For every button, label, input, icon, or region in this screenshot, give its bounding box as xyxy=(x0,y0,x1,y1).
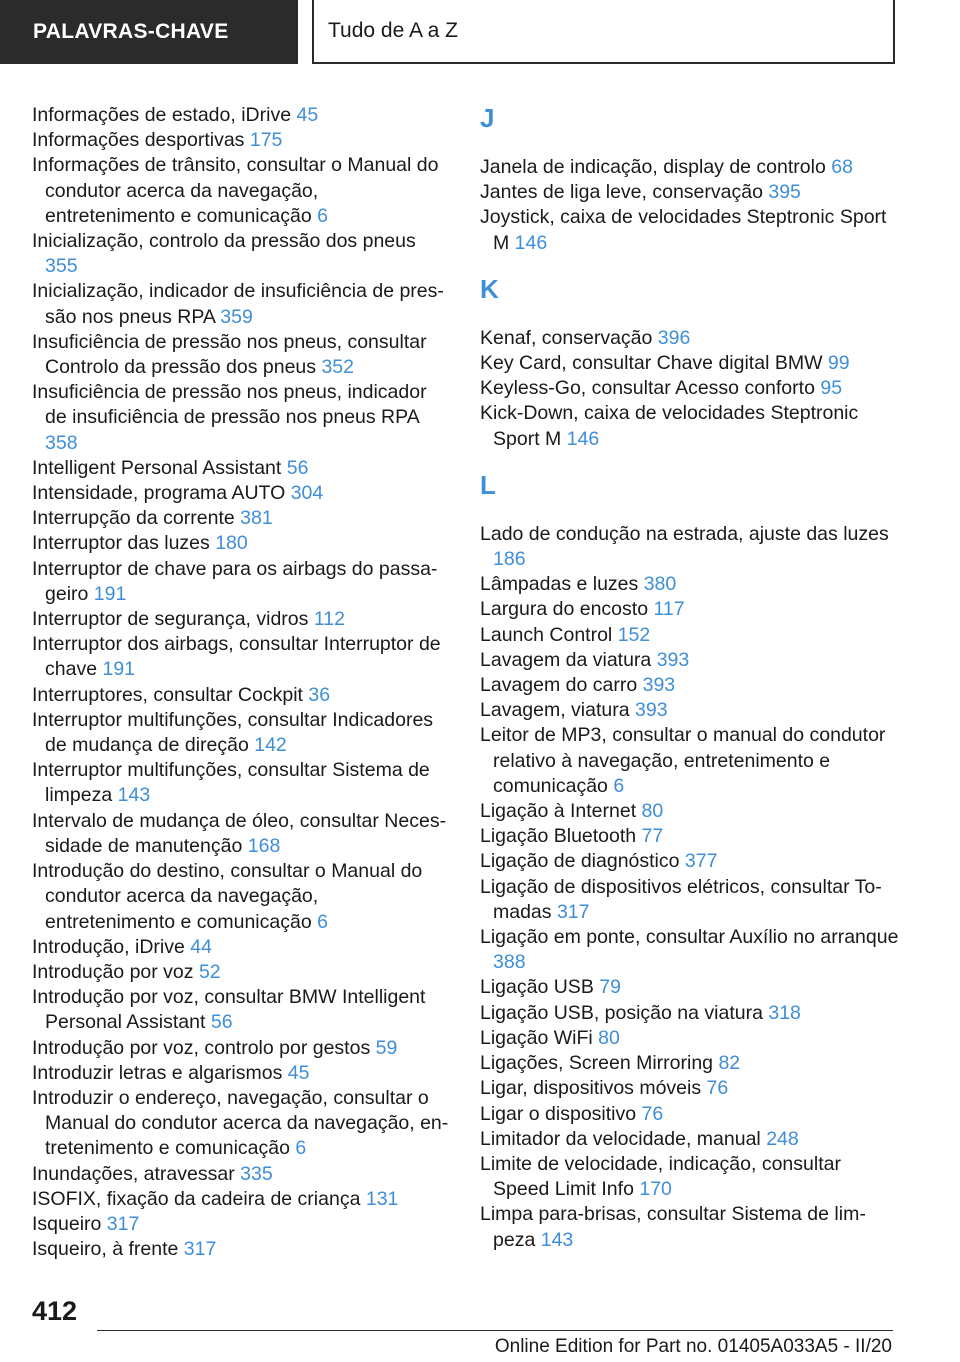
page-reference-link[interactable]: 355 xyxy=(45,255,78,278)
entry-text: Informações de trânsito, consultar o Manual do condutor acerca da navegação, entretenimento e comunicação xyxy=(32,154,439,227)
index-entry xyxy=(32,380,452,456)
index-entry xyxy=(480,326,900,351)
entry-text: Insuficiência de pressão nos pneus, indicador de insuficiência de pressão nos pneus RPA xyxy=(32,381,427,429)
page-reference-link[interactable]: 317 xyxy=(556,900,590,923)
entry-text: Isqueiro, à frente xyxy=(32,1238,179,1261)
entry-text: Informações de estado, iDrive xyxy=(32,104,292,126)
entry-text: Introduzir o endereço, navegação, consultar o Manual do condutor acerca da navegação, entretenimento e comunicação xyxy=(32,1086,449,1160)
page-reference-link[interactable]: 317 xyxy=(183,1238,217,1261)
page-reference-link[interactable]: 143 xyxy=(540,1228,574,1251)
page-reference-link[interactable]: 79 xyxy=(599,976,621,999)
page-number: 412 xyxy=(32,1296,78,1326)
page-reference-link[interactable]: 146 xyxy=(514,231,548,254)
index-entry xyxy=(480,522,900,572)
page-reference-link[interactable]: 68 xyxy=(831,156,853,178)
page-reference-link[interactable]: 393 xyxy=(656,648,690,671)
entry-text: Ligação à Internet xyxy=(480,800,637,823)
index-entry xyxy=(32,153,452,229)
page-reference-link[interactable]: 146 xyxy=(566,427,600,450)
page-reference-link[interactable]: 395 xyxy=(768,181,801,204)
page-reference-link[interactable]: 36 xyxy=(308,683,331,706)
page-reference-link[interactable]: 396 xyxy=(657,326,691,349)
page-reference-link[interactable]: 359 xyxy=(220,305,253,328)
entry-text: Introdução por voz, consultar BMW Intelligent Personal Assistant xyxy=(32,986,426,1034)
entry-text: Intensidade, programa AUTO xyxy=(32,482,286,505)
page-reference-link[interactable]: 304 xyxy=(290,482,324,505)
entry-text: Ligação WiFi xyxy=(480,1026,593,1049)
page-reference-link[interactable]: 76 xyxy=(641,1102,664,1125)
entry-text: Informações desportivas xyxy=(32,129,245,152)
entry-text: Janela de indicação, display de controlo xyxy=(480,156,826,178)
entry-text: Interruptor das luzes xyxy=(32,532,210,555)
entry-text: Interruptor multifunções, consultar Sistema de limpeza xyxy=(32,759,430,807)
index-entry xyxy=(32,128,452,153)
page-reference-link[interactable]: 377 xyxy=(684,850,718,873)
index-entry xyxy=(480,849,900,874)
index-entry xyxy=(32,1212,452,1237)
index-entry xyxy=(32,985,452,1035)
index-entry xyxy=(32,330,452,380)
index-entry xyxy=(480,1001,900,1026)
entry-text: ISOFIX, fixação da cadeira de criança xyxy=(32,1187,361,1210)
header-title: Tudo de A a Z xyxy=(312,0,895,64)
page-reference-link[interactable]: 44 xyxy=(190,935,212,958)
page-reference-link[interactable]: 112 xyxy=(313,608,345,631)
entry-text: Inundações, atravessar xyxy=(32,1162,235,1185)
entry-text: Lavagem, viatura xyxy=(480,699,630,722)
page-reference-link[interactable]: 358 xyxy=(45,431,78,454)
page-reference-link[interactable]: 82 xyxy=(718,1052,741,1075)
index-entry xyxy=(480,698,900,723)
section-letter-heading: L xyxy=(480,469,496,500)
page-reference-link[interactable]: 180 xyxy=(215,532,248,555)
entry-text: Leitor de MP3, consultar o manual do condutor relativo à navegação, entretenimento e comunicação xyxy=(480,724,886,797)
entry-text: Ligação em ponte, consultar Auxílio no arranque xyxy=(480,926,899,949)
index-entry xyxy=(32,531,452,556)
entry-text: Ligação de diagnóstico xyxy=(480,850,680,873)
page-reference-link[interactable]: 95 xyxy=(820,377,843,400)
page-reference-link[interactable]: 380 xyxy=(643,573,677,596)
page-reference-link[interactable]: 45 xyxy=(296,104,319,126)
index-entry xyxy=(480,351,900,376)
page-reference-link[interactable]: 99 xyxy=(827,352,850,375)
entry-text: Interrupção da corrente xyxy=(32,507,235,530)
page-reference-link[interactable]: 52 xyxy=(198,960,221,983)
page-reference-link[interactable]: 6 xyxy=(613,774,625,797)
page-reference-link[interactable]: 186 xyxy=(493,548,526,571)
index-entry xyxy=(32,960,452,985)
index-entry xyxy=(480,180,900,205)
section-tab: PALAVRAS-CHAVE xyxy=(0,0,298,64)
section-letter-heading: K xyxy=(480,273,499,304)
index-entry xyxy=(32,279,452,329)
page-reference-link[interactable]: 335 xyxy=(240,1162,273,1185)
index-entry xyxy=(480,1152,900,1202)
index-entry xyxy=(480,925,900,975)
page-reference-link[interactable]: 381 xyxy=(240,507,273,530)
page-reference-link[interactable]: 80 xyxy=(641,800,664,823)
index-entry xyxy=(480,1026,900,1051)
index-entry xyxy=(480,376,900,401)
page-reference-link[interactable]: 352 xyxy=(321,356,354,379)
page-reference-link[interactable]: 117 xyxy=(653,598,685,621)
entry-text: Introdução por voz xyxy=(32,960,194,983)
entry-text: Inicialização, indicador de insuficiência de pressão nos pneus RPA xyxy=(32,280,444,328)
entry-text: Lavagem do carro xyxy=(480,674,638,697)
entry-text: Kenaf, conservação xyxy=(480,326,653,349)
index-entry xyxy=(480,623,900,648)
page-reference-link[interactable]: 6 xyxy=(317,204,328,227)
index-entry xyxy=(32,456,452,481)
entry-text: Introduzir letras e algarismos xyxy=(32,1061,283,1084)
index-entry xyxy=(32,557,452,607)
entry-text: Interruptor multifunções, consultar Indicadores de mudança de direção xyxy=(32,708,434,757)
index-entry xyxy=(480,155,900,180)
index-entry xyxy=(480,799,900,824)
page-reference-link[interactable]: 131 xyxy=(365,1187,399,1210)
page-reference-link[interactable]: 318 xyxy=(768,1001,801,1024)
entry-text: Isqueiro xyxy=(32,1212,102,1235)
entry-text: Jantes de liga leve, conservação xyxy=(480,181,763,204)
page-reference-link[interactable]: 59 xyxy=(375,1036,398,1059)
entry-text: Inicialização, controlo da pressão dos pneus xyxy=(32,230,416,253)
entry-text: Interruptor de chave para os airbags do passageiro xyxy=(32,557,438,605)
page-reference-link[interactable]: 317 xyxy=(106,1212,140,1235)
edition-footer: Online Edition for Part no. 01405A033A5 - II/20 xyxy=(494,1336,892,1357)
index-entry xyxy=(480,205,900,255)
index-entry xyxy=(32,1237,452,1262)
entry-text: Lado de condução na estrada, ajuste das luzes xyxy=(480,522,889,545)
index-entry xyxy=(480,723,900,799)
index-entry xyxy=(32,506,452,531)
index-entry xyxy=(32,708,452,758)
index-entry xyxy=(480,1076,900,1101)
page-reference-link[interactable]: 6 xyxy=(317,910,328,933)
entry-text: Interruptores, consultar Cockpit xyxy=(32,683,303,706)
index-entry xyxy=(480,1127,900,1152)
index-entry xyxy=(32,607,452,632)
index-entry xyxy=(480,975,900,1000)
index-entry xyxy=(480,572,900,597)
entry-text: Introdução do destino, consultar o Manual do condutor acerca da navegação, entretenimento e comunicação xyxy=(32,860,423,933)
entry-text: Introdução por voz, controlo por gestos xyxy=(32,1036,371,1059)
index-entry xyxy=(32,481,452,506)
page-reference-link[interactable]: 76 xyxy=(706,1077,729,1100)
page-reference-link[interactable]: 191 xyxy=(102,658,136,681)
index-entry xyxy=(32,229,452,279)
index-entry xyxy=(32,1162,452,1187)
entry-text: Ligação USB xyxy=(480,976,594,999)
entry-text: Interruptor de segurança, vidros xyxy=(32,608,309,631)
entry-text: Ligar, dispositivos móveis xyxy=(480,1077,702,1100)
index-entry xyxy=(480,673,900,698)
index-entry xyxy=(32,1086,452,1162)
index-entry xyxy=(32,632,452,682)
index-column-left xyxy=(32,103,452,1262)
page-reference-link[interactable]: 388 xyxy=(493,951,526,974)
entry-text: Keyless-Go, consultar Acesso conforto xyxy=(480,377,815,400)
index-entry xyxy=(480,1102,900,1127)
page-reference-link[interactable]: 77 xyxy=(641,825,664,848)
page-reference-link[interactable]: 393 xyxy=(635,699,668,722)
index-entry xyxy=(480,1051,900,1076)
entry-text: Limite de velocidade, indicação, consultar Speed Limit Info xyxy=(480,1152,841,1201)
entry-text: Ligação Bluetooth xyxy=(480,825,637,848)
page-reference-link[interactable]: 6 xyxy=(295,1137,307,1160)
entry-text: Largura do encosto xyxy=(480,598,649,621)
entry-text: Ligação USB, posição na viatura xyxy=(480,1001,763,1024)
page-reference-link[interactable]: 56 xyxy=(210,1011,233,1034)
index-entry xyxy=(32,758,452,808)
entry-text: Ligar o dispositivo xyxy=(480,1102,637,1125)
page-reference-link[interactable]: 393 xyxy=(642,674,676,697)
index-entry xyxy=(32,809,452,859)
index-entry xyxy=(480,597,900,622)
page-reference-link[interactable]: 56 xyxy=(286,456,309,479)
index-entry xyxy=(32,1187,452,1212)
entry-text: Lâmpadas e luzes xyxy=(480,573,639,596)
page-reference-link[interactable]: 170 xyxy=(639,1178,672,1201)
entry-text: Ligação de dispositivos elétricos, consultar Tomadas xyxy=(480,875,882,923)
entry-text: Insuficiência de pressão nos pneus, consultar Controlo da pressão dos pneus xyxy=(32,330,427,379)
index-column-right xyxy=(480,103,900,1253)
footer-rule xyxy=(97,1330,893,1331)
page-reference-link[interactable]: 168 xyxy=(247,834,281,857)
entry-text: Joystick, caixa de velocidades Steptronic Sport M xyxy=(480,206,887,254)
entry-text: Interruptor dos airbags, consultar Interruptor de chave xyxy=(32,633,441,681)
page-reference-link[interactable]: 152 xyxy=(617,623,651,646)
page-header xyxy=(0,0,960,66)
page-reference-link[interactable]: 175 xyxy=(249,129,283,152)
entry-text: Limitador da velocidade, manual xyxy=(480,1127,761,1150)
index-entry xyxy=(480,648,900,673)
entry-text: Lavagem da viatura xyxy=(480,648,652,671)
section-letter-heading: J xyxy=(480,103,495,133)
page-reference-link[interactable]: 143 xyxy=(117,784,151,807)
entry-text: Limpa para-brisas, consultar Sistema de limpeza xyxy=(480,1203,866,1251)
index-entry xyxy=(32,1036,452,1061)
page-reference-link[interactable]: 248 xyxy=(766,1127,799,1150)
entry-text: Intervalo de mudança de óleo, consultar Necessidade de manutenção xyxy=(32,809,447,857)
entry-text: Intelligent Personal Assistant xyxy=(32,456,282,479)
index-entry xyxy=(32,103,452,128)
index-entry xyxy=(480,1202,900,1252)
index-entry xyxy=(32,859,452,935)
page-reference-link[interactable]: 142 xyxy=(254,734,287,757)
entry-text: Ligações, Screen Mirroring xyxy=(480,1052,714,1075)
index-entry xyxy=(32,1061,452,1086)
entry-text: Kick-Down, caixa de velocidades Steptronic Sport M xyxy=(480,402,859,450)
page-reference-link[interactable]: 80 xyxy=(598,1026,620,1049)
entry-text: Introdução, iDrive xyxy=(32,935,185,958)
index-entry xyxy=(480,875,900,925)
index-entry xyxy=(32,935,452,960)
index-entry xyxy=(480,401,900,451)
page-reference-link[interactable]: 191 xyxy=(93,582,127,605)
index-entry xyxy=(32,683,452,708)
entry-text: Key Card, consultar Chave digital BMW xyxy=(480,352,823,375)
page-reference-link[interactable]: 45 xyxy=(287,1061,310,1084)
entry-text: Launch Control xyxy=(480,623,613,646)
index-entry xyxy=(480,824,900,849)
